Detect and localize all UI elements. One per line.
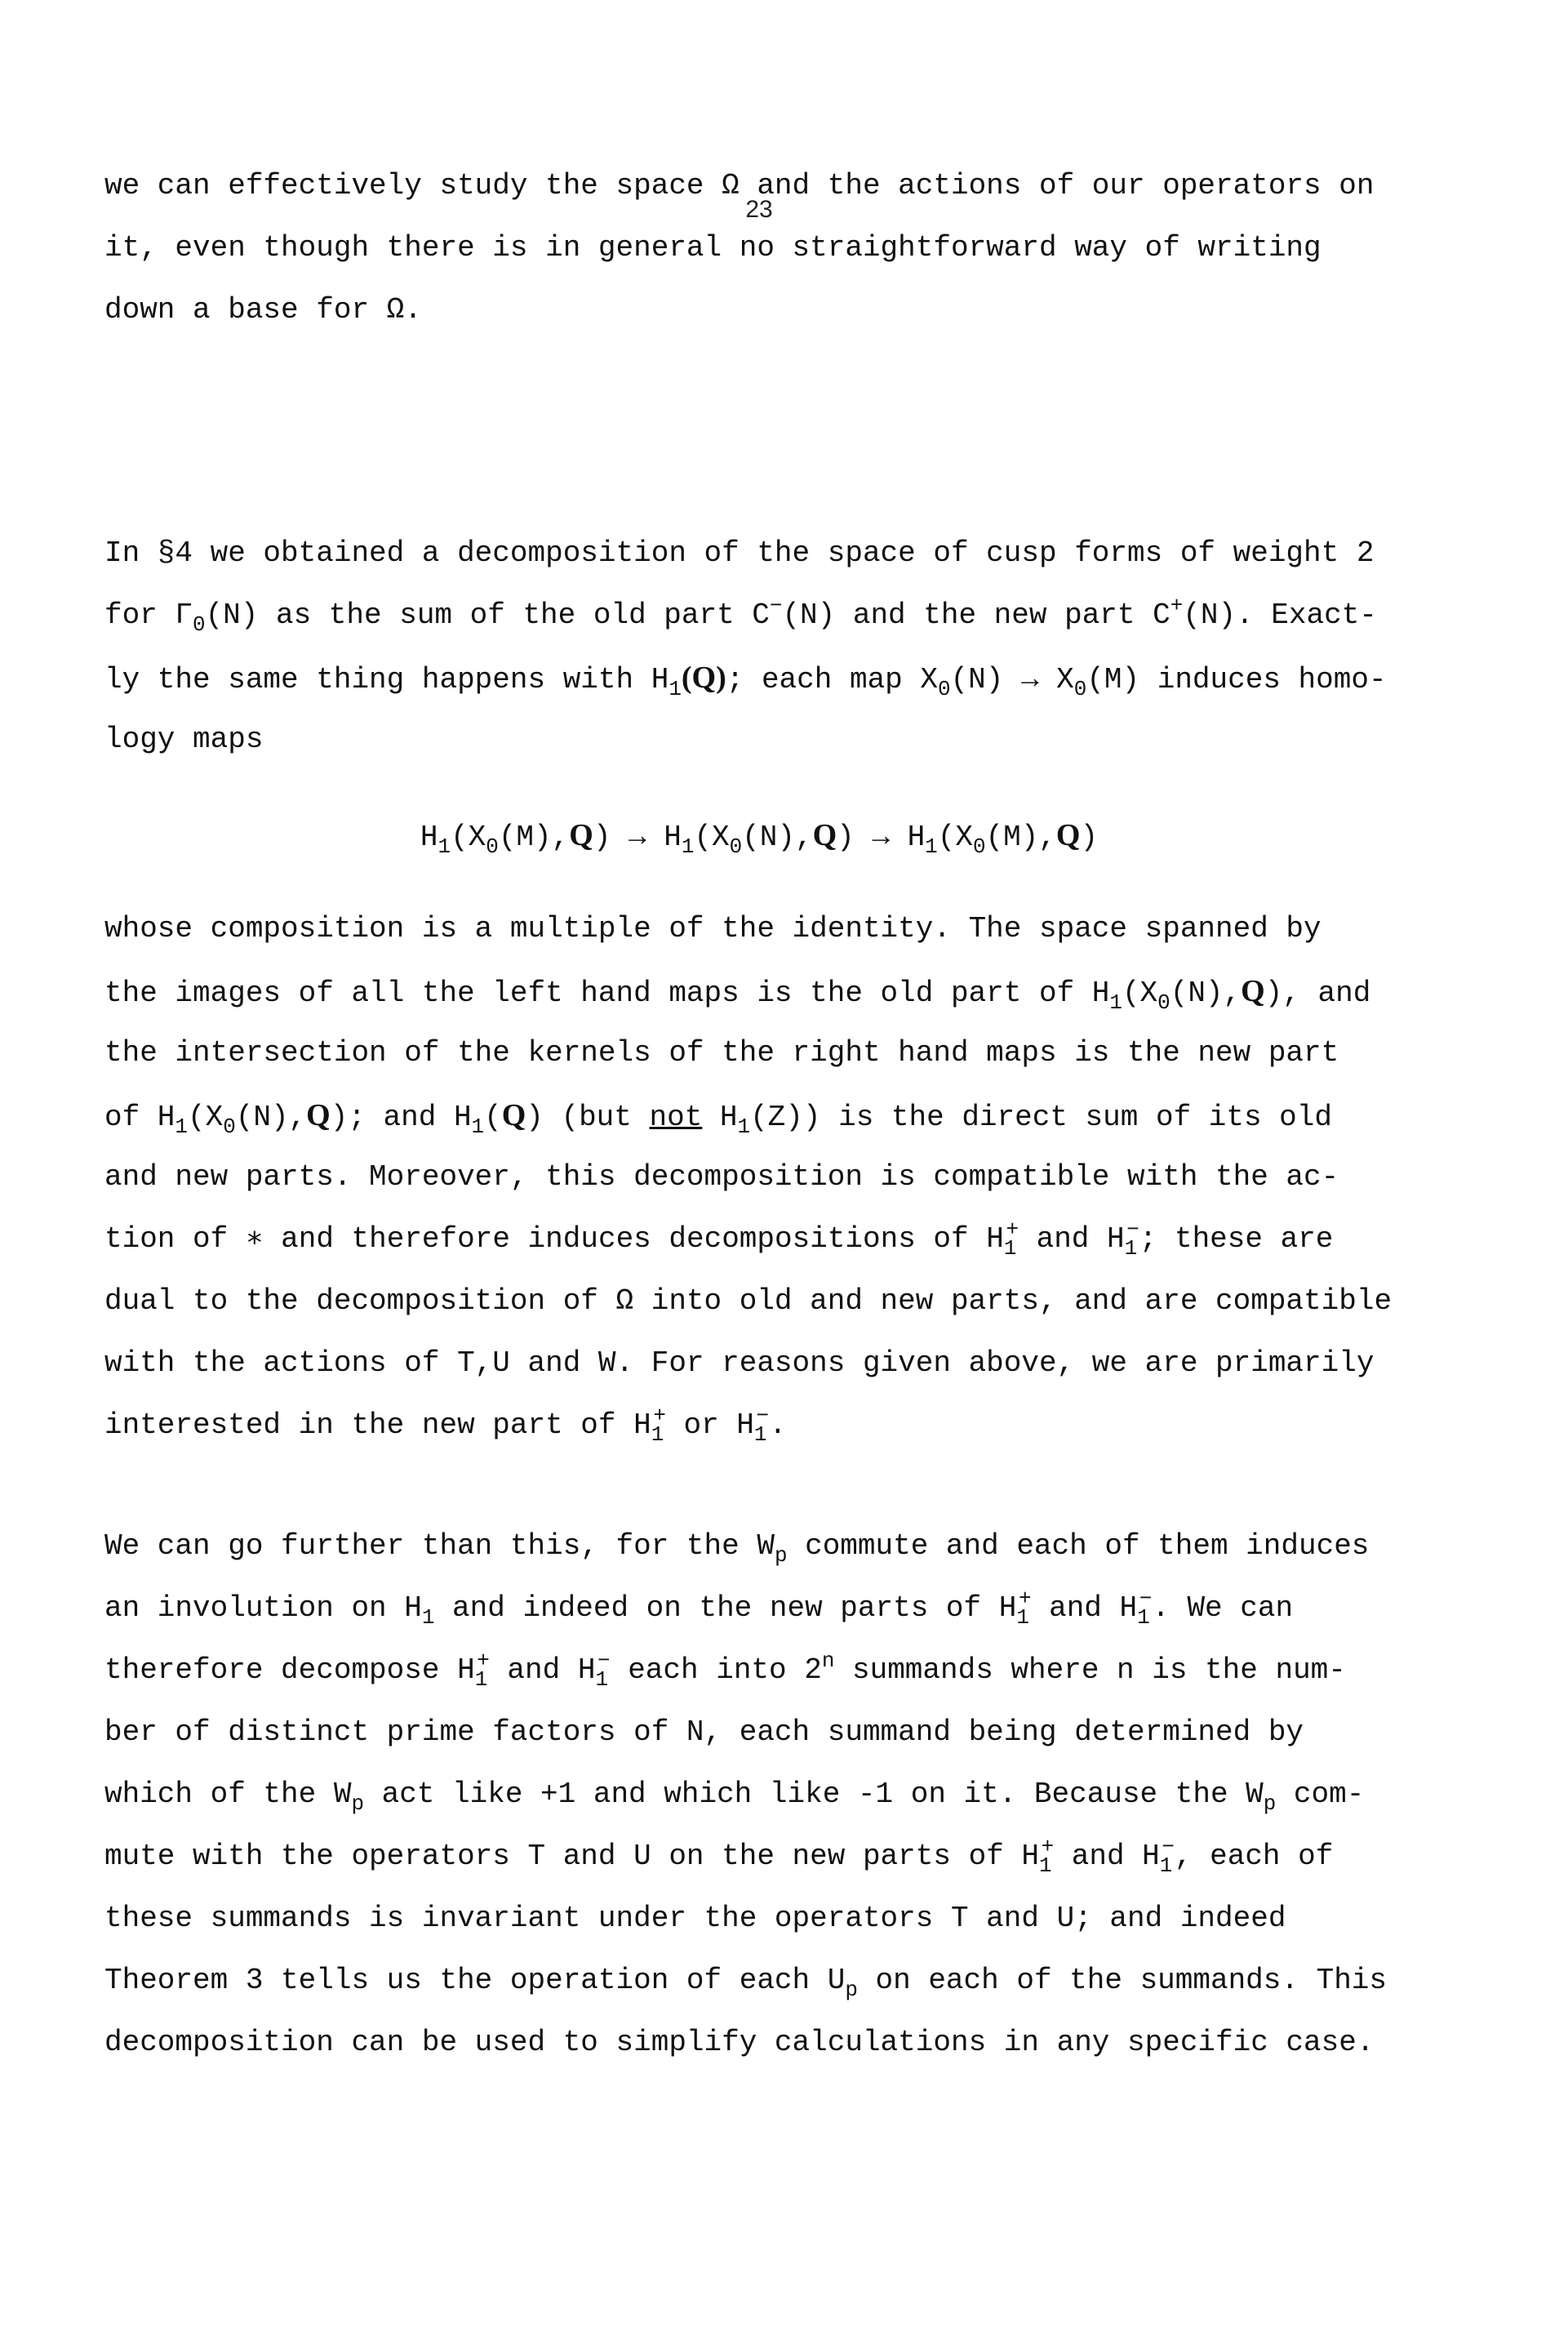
text-line: for $\Gamma_0(N)$ as the sum of the old part C−(N) and the new part C+(N). Exact- <box>104 593 1377 638</box>
text-line: ber of distinct prime factors of N, each summand being determined by <box>104 1715 1304 1749</box>
text-line: mute with the operators T and U on the new parts of $H_1^+$ and $H_1^-$, each of <box>104 1834 1334 1879</box>
text-line: In §4 we obtained a decomposition of the space of cusp forms of weight 2 <box>104 536 1375 570</box>
text-line: the images of all the left hand maps is the old part of $H_1(X_0(N),Q)$, and <box>104 974 1371 1016</box>
text-line: Theorem 3 tells us the operation of each $U_p$ on each of the summands. This <box>104 1964 1388 2003</box>
text-line: an involution on $H_1$ and indeed on the new parts of $H_1^+$ and $H_1^-$. We can <box>104 1586 1294 1631</box>
text-line: interested in the new part of $H_1^+$ or $H_1^-$. <box>104 1403 787 1448</box>
text-line: decomposition can be used to simplify calculations in any specific case. <box>104 2026 1375 2059</box>
text-line: down a base for Ω. <box>104 293 422 327</box>
text-line: tion of ∗ and therefore induces decompositions of $H_1^+$ and $H_1^-$; these are <box>104 1217 1334 1261</box>
text-line: therefore decompose $H_1^+$ and $H_1^-$ each into 2$^n$ summands where n is the num- <box>104 1648 1346 1693</box>
text-line: it, even though there is in general no straightforward way of writing <box>104 231 1321 265</box>
text-line: with the actions of T,U and W. For reasons given above, we are primarily <box>104 1346 1375 1380</box>
paragraph-1-cont <box>104 217 1492 341</box>
text-line: of $H_1(X_0(N),Q)$; and $H_1(Q)$ (but not $H_1(Z)$) is the direct sum of its old <box>104 1098 1332 1140</box>
paragraph-4 <box>104 1515 1492 2074</box>
text-line: whose composition is a multiple of the identity. The space spanned by <box>104 912 1321 945</box>
text-line: ly the same thing happens with $H_1(Q)$; each map $X_0(N) \to X_0(M)$ induces homo- <box>104 661 1387 702</box>
text-line: which of the $W_p$ act like +1 and which like -1 on it. Because the $W_p$ com- <box>104 1778 1365 1817</box>
paragraph-1 <box>104 155 1492 217</box>
text-line: We can go further than this, for the $W_p$ commute and each of them induces <box>104 1529 1370 1568</box>
text-line: these summands is invariant under the operators T and U; and indeed <box>104 1902 1286 1935</box>
text-line: the intersection of the kernels of the right hand maps is the new part <box>104 1036 1339 1070</box>
paragraph-3 <box>104 898 1492 1457</box>
paragraph-2 <box>104 523 1492 771</box>
text-line: and new parts. Moreover, this decomposition is compatible with the ac- <box>104 1160 1339 1194</box>
text-line: we can effectively study the space Ω and the actions of our operators on <box>104 169 1375 202</box>
text-line: dual to the decomposition of Ω into old and new parts, and are compatible <box>104 1284 1393 1318</box>
page-number: 23 <box>745 196 773 223</box>
display-equation: $H_1(X_0(M),Q) \to H_1(X_0(N),Q) \to H_1(X_0(M),Q)$ <box>420 818 1099 860</box>
text-line: logy maps <box>104 723 264 756</box>
